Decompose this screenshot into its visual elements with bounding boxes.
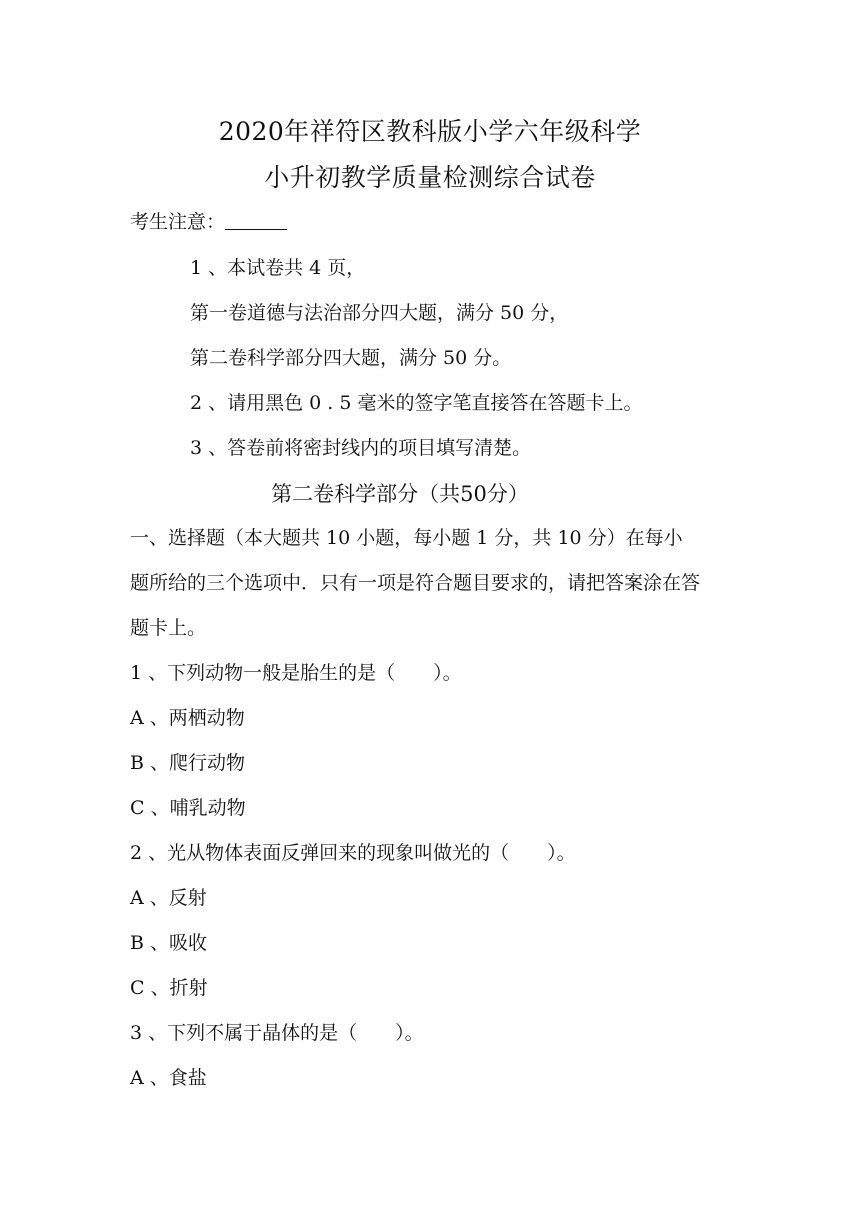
question-option: B 、吸收 bbox=[130, 932, 208, 954]
notice-item: 第一卷道德与法治部分四大题，满分 50 分， bbox=[190, 302, 569, 324]
question-option: B 、爬行动物 bbox=[130, 752, 246, 774]
section-title: 第二卷科学部分（共50分） bbox=[271, 482, 529, 506]
part1-intro-line: 题卡上。 bbox=[130, 617, 207, 639]
notice-item: 1 、本试卷共 4 页， bbox=[190, 257, 366, 279]
part1-intro-line: 题所给的三个选项中．只有一项是符合题目要求的，请把答案涂在答 bbox=[130, 572, 701, 594]
notice-item: 第二卷科学部分四大题，满分 50 分。 bbox=[190, 347, 512, 369]
part1-intro-line: 一、选择题（本大题共 10 小题，每小题 1 分，共 10 分）在每小 bbox=[130, 527, 683, 549]
question-stem: 1 、下列动物一般是胎生的是（ ）。 bbox=[130, 662, 462, 684]
question-option: A 、反射 bbox=[130, 887, 207, 909]
question-option: A 、食盐 bbox=[130, 1067, 207, 1089]
question-option: C 、折射 bbox=[130, 977, 208, 999]
notice-label: 考生注意： bbox=[130, 211, 226, 233]
question-option: A 、两栖动物 bbox=[130, 707, 245, 729]
question-option: C 、哺乳动物 bbox=[130, 797, 246, 819]
question-stem: 3 、下列不属于晶体的是（ ）。 bbox=[130, 1022, 424, 1044]
notice-item: 2 、请用黑色 0 . 5 毫米的签字笔直接答在答题卡上。 bbox=[190, 392, 643, 414]
exam-title-line-2: 小升初教学质量检测综合试卷 bbox=[264, 163, 596, 192]
notice-blank bbox=[225, 211, 287, 230]
notice-heading bbox=[130, 207, 287, 234]
question-stem: 2 、光从物体表面反弹回来的现象叫做光的（ ）。 bbox=[130, 842, 576, 864]
exam-title-line-1: 2020年祥符区教科版小学六年级科学 bbox=[218, 117, 642, 146]
notice-item: 3 、答卷前将密封线内的项目填写清楚。 bbox=[190, 437, 532, 459]
